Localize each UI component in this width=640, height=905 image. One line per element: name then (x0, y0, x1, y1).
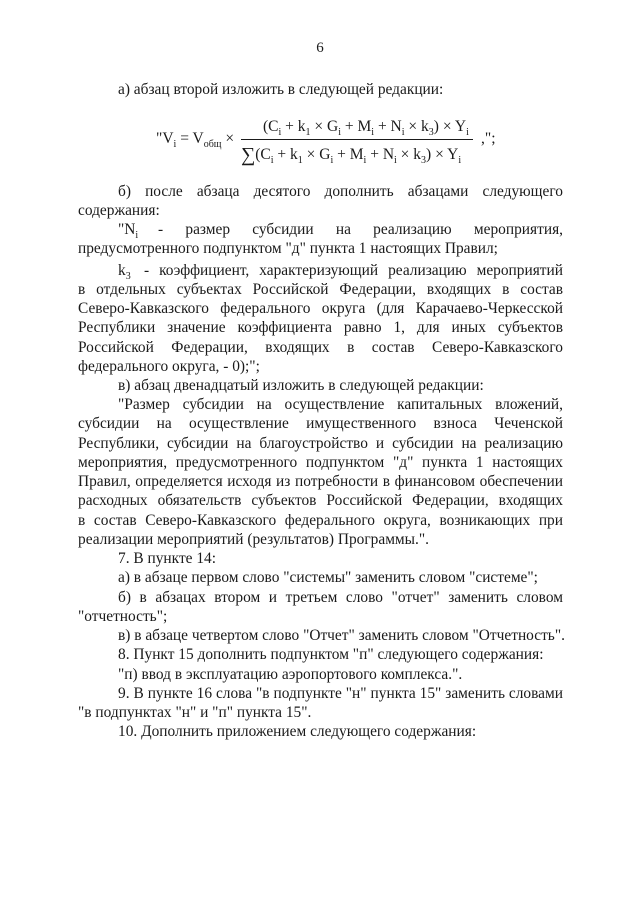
formula-lhs: "$V_i = V_{общ}$ × (156, 130, 235, 151)
text-line: в) в абзаце четвертом слово "Отчет" заменить словом "Отчетность". (118, 627, 565, 644)
formula-tail: ,"; (481, 130, 496, 147)
formula-numerator: $(C_i + k_1 \times G_i + M_i + N_i \times k_3) \times Y_i$ (263, 118, 469, 139)
text-line: Республики, субсидии на благоустройство и субсидии на реализацию (78, 435, 563, 452)
text-line: "Размер субсидии на осуществление капитальных вложений, (118, 396, 563, 413)
text-line: субсидии на осуществление имущественного взноса Чеченской (78, 415, 563, 432)
text-line: "п) ввод в эксплуатацию аэропортового комплекса.". (118, 666, 463, 683)
formula (140, 116, 500, 167)
text-line: $k_3$ - коэффициент, характеризующий реализацию мероприятий (118, 261, 563, 286)
text-line: Республики значение коэффициента равно 1, для иных субъектов (78, 319, 563, 336)
text-line: а) в абзаце первом слово "системы" заменить словом "системе"; (118, 569, 538, 586)
text-line: 7. В пункте 14: (118, 550, 217, 567)
text-line: предусмотренного подпунктом "д" пункта 1 настоящих Правил; (78, 240, 498, 257)
text-line: Российской Федерации, входящих в состав Северо-Кавказского (78, 339, 563, 356)
text-line: в состав Северо-Кавказского федерального округа, возникающих при (78, 512, 563, 529)
symbol-ni: "$N_i$ (118, 221, 139, 242)
text-line: б) после абзаца десятого дополнить абзацами следующего (118, 183, 563, 200)
text-line: в) абзац двенадцатый изложить в следующей редакции: (118, 377, 484, 394)
text-line: мероприятия, предусмотренного подпунктом "д" пункта 1 настоящих (78, 454, 563, 471)
text-line: 8. Пункт 15 дополнить подпунктом "п" следующего содержания: (118, 646, 544, 663)
text-line: б) в абзацах втором и третьем слово "отчет" заменить словом (118, 589, 563, 606)
text-line: а) абзац второй изложить в следующей редакции: (118, 81, 444, 98)
symbol-k3: $k_3$ (118, 262, 131, 283)
text-line: 10. Дополнить приложением следующего содержания: (118, 723, 477, 740)
text-line: федерального округа, - 0);"; (78, 358, 260, 375)
text-line: реализации мероприятий (результатов) Программы.". (78, 531, 429, 548)
text-line: расходных обязательств субъектов Российской Федерации, входящих (78, 492, 563, 509)
page-number: 6 (316, 40, 324, 56)
fraction-bar (241, 139, 473, 140)
text-line: в отдельных субъектах Российской Федерации, входящих в состав (78, 281, 563, 298)
text-line: "$N_i$ - размер субсидии на реализацию мероприятия, (118, 220, 563, 245)
text-line: "отчетность"; (78, 608, 168, 625)
text-line: содержания: (78, 202, 160, 219)
text-line: Правил, определяется исходя из потребности в финансовом обеспечении (78, 473, 563, 490)
text-line: "в подпунктах "н" и "п" пункта 15". (78, 704, 312, 721)
text-line: 9. В пункте 16 слова "в подпункте "н" пункта 15" заменить словами (118, 685, 563, 702)
formula-denominator: $\sum(C_i + k_1 \times G_i + M_i + N_i \times k_3) \times Y_i$ (241, 144, 462, 167)
text-line: Северо-Кавказского федерального округа (для Карачаево-Черкесской (78, 300, 563, 317)
